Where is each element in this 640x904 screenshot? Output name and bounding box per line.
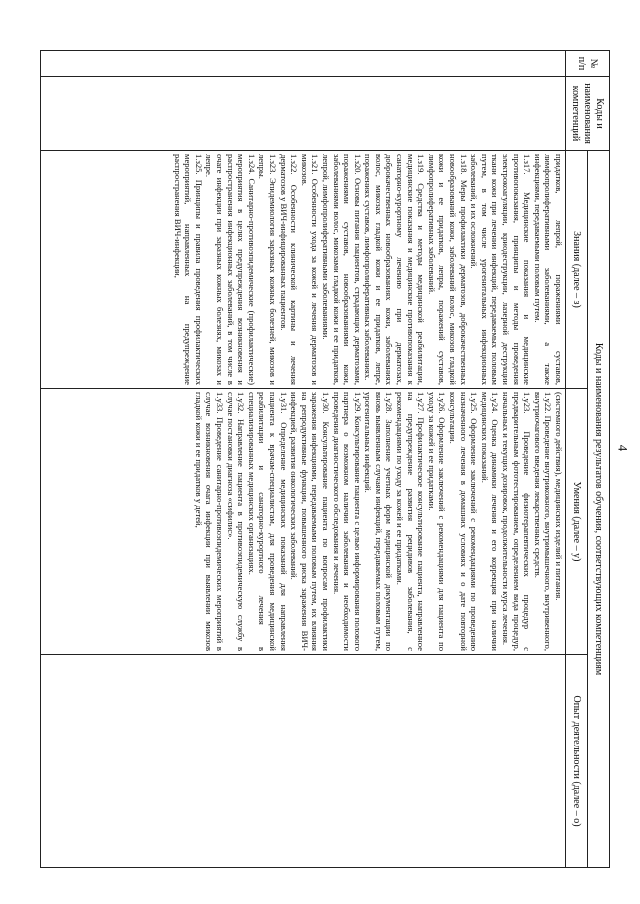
skills-cell xyxy=(41,389,566,655)
knowledge-item: 1.з25. Принципы и правила проведения профилактических мероприятий, направленных на предупреждение распространения ВИЧ-инфекции, xyxy=(172,154,204,385)
header-knowledge: Знания (далее – з) xyxy=(566,151,588,389)
header-experience: Опыт деятельности (далее – о) xyxy=(566,655,588,868)
knowledge-item: 1.з23. Эпидемиология заразных кожных болезней, микозов и лепры. xyxy=(257,154,278,385)
document-sheet xyxy=(40,50,610,868)
experience-cell xyxy=(41,655,566,868)
knowledge-item: 1.з18. Меры профилактики дерматозов, доброкачественных новообразований кожи, заболеваний волос, микозов гладкой кожи и ее придатков, лепры, поражений суставов, лимфопролиферативных заболеваний. xyxy=(426,154,469,385)
knowledge-item: 1.з22. Особенности клинической картины и лечения дерматозов у ВИЧ-инфицированных пациентов. xyxy=(278,154,300,385)
skill-item: 1.у22. Проведение внутрикожного, внутримышечного, внутривенного, внутриочагового введения лекарственных средств. xyxy=(532,392,554,651)
knowledge-item: придатков, лепрой, поражениями суставов, лимфопролиферативными заболеваниями, а также инфекциями, передаваемыми половым путем. xyxy=(532,154,564,385)
skill-item: 1.у29. Консультирование пациента с целью информирования полового партнера о возможном наличии заболевания и необходимости проведения диагностического обследования и лечения. xyxy=(331,392,363,651)
knowledge-item: 1.з20. Основы питания пациентов, страдающих дерматозами, поражениями суставов, новообразованиями кожи, заболеваниями волос, микозами гладкой кожи и ее придатков, лепрой, лимфопролиферативными заболеваниями. xyxy=(320,154,363,385)
header-results-group: Коды и наименования результатов обучения, соответствующих компетенциям xyxy=(588,151,610,868)
knowledge-item: 1.з17. Медицинские показания и медицинские противопоказания, принципы и методы проведения электрокоагуляции, криодеструкции, лазерной деструкции ткани кожи при лечении инфекций, передаваемых половым путем, в том числе урогенитальных инфекционных заболеваний, и их осложнений. xyxy=(469,154,533,385)
cell-no xyxy=(41,51,566,77)
skill-item: (системного действия), медицинских изделий и питания. xyxy=(554,392,564,601)
skill-item: 1.у33. Проведение санитарно-противоэпидемических мероприятий в случае возникновения очага инфекции при выявлении микозов гладкой кожи и ее придатков у детей, xyxy=(193,392,225,651)
competency-table xyxy=(40,50,610,868)
skill-item: 1.у24. Оценка динамики лечения и его коррекция при наличии медицинских показаний. xyxy=(479,392,501,651)
header-no: № п/п xyxy=(566,51,610,77)
skill-item: 1.у32. Направление пациента в противоэпидемическую службу в случае постановки диагноза «сифилис». xyxy=(225,392,247,651)
page-number: 4 xyxy=(614,444,630,452)
knowledge-item: 1.з24. Санитарно-противоэпидемические (профилактические) мероприятия в целях предупреждения возникновения и распространения инфекционных заболеваний, в том числе в очаге инфекции при заразных кожных болезнях, микозах и лепре. xyxy=(204,154,257,385)
header-skills: Умения (далее – у) xyxy=(566,389,588,655)
skill-item: 1.у23. Проведение физиотерапевтических процедур с предварительным фототестированием, определением вида процедур, начальных и текущих дозировок, продолжительности курса лечения. xyxy=(501,392,533,651)
header-codes: Коды и наименования компетенций xyxy=(566,77,610,151)
skill-item: 1.у30. Консультирование пациента по вопросам профилактики заражения инфекциями, передаваемыми половым путем, их влияния на репродуктивные функции, повышенного риска заражения ВИЧ-инфекцией, развития онкологических заболеваний. xyxy=(289,392,331,651)
skill-item: 1.у31. Определение медицинских показаний для направления пациента к врачам-специалистам, для проведения медицинской реабилитации и санаторно-курортного лечения в специализированных медицинских организациях. xyxy=(246,392,289,651)
cell-codes xyxy=(41,77,566,151)
skill-item: 1.у26. Оформление заключений с рекомендациями для пациента по уходу за кожей и ее придатками. xyxy=(426,392,448,651)
knowledge-item: 1.з21. Особенности ухода за кожей и лечения дерматозов и микозов. xyxy=(299,154,321,385)
skill-item: 1.у25. Оформление заключений с рекомендациями по проведению назначенного лечения в домашних условиях и о дате повторной консультации. xyxy=(448,392,480,651)
skill-item: 1.у27. Профилактическое консультирование пациента, направленное на предупреждение развития рецидивов заболевания, с рекомендациями по уходу за кожей и ее придатками. xyxy=(395,392,427,651)
knowledge-item: 1.з19. Средства и методы медицинской реабилитации, медицинские показания и медицинские противопоказания к санаторно-курортному лечению при дерматозах, доброкачественных новообразованиях кожи, заболеваниях волос, микозах гладкой кожи и ее придатков, лепре, поражениях суставов, лимфопролиферативных заболеваниях. xyxy=(363,154,427,385)
knowledge-cell xyxy=(41,151,566,389)
skill-item: 1.у28. Заполнение учетных форм медицинской документации по вновь выявленным случаям инфекций, передаваемых половым путем, урогенитальных инфекций. xyxy=(363,392,395,651)
